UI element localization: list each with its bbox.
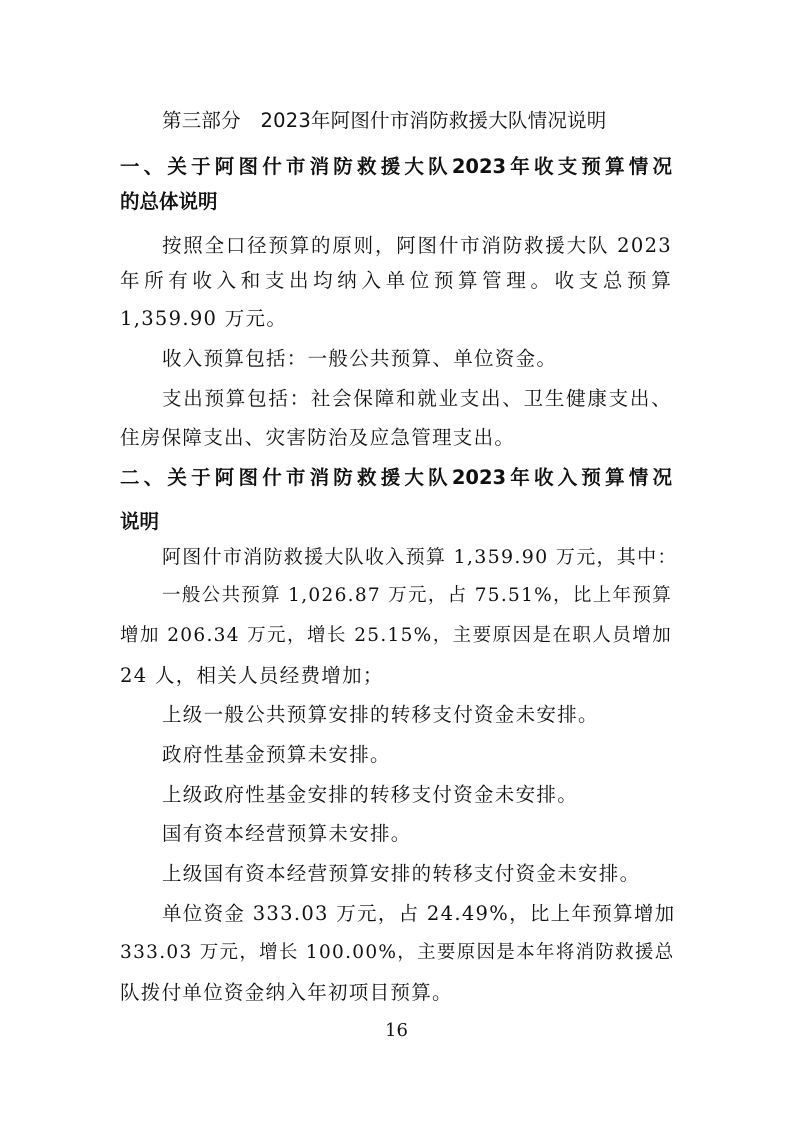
section-1-paragraph-1-line-2: 年所有收入和支出均纳入单位预算管理。收支总预算 bbox=[120, 269, 672, 292]
section-2-paragraph-8-line-1: 单位资金 333.03 万元，占 24.49%，比上年预算增加 bbox=[162, 902, 676, 925]
section-2-paragraph-2-line-3: 24 人，相关人员经费增加； bbox=[120, 664, 384, 687]
section-2-paragraph-2-line-2: 增加 206.34 万元，增长 25.15%，主要原因是在职人员增加 bbox=[120, 625, 672, 646]
section-2-paragraph-4: 政府性基金预算未安排。 bbox=[162, 743, 391, 766]
section-1-paragraph-3-line-2: 住房保障支出、灾害防治及应急管理支出。 bbox=[120, 426, 516, 449]
section-1-heading-line-2: 的总体说明 bbox=[120, 190, 218, 213]
section-2-paragraph-7: 上级国有资本经营预算安排的转移支付资金未安排。 bbox=[162, 862, 641, 885]
section-2-paragraph-1: 阿图什市消防救援大队收入预算 1,359.90 万元，其中： bbox=[162, 546, 678, 568]
section-2-heading-line-1: 二、关于阿图什市消防救援大队2023年收入预算情况 bbox=[120, 466, 672, 489]
section-2-paragraph-6: 国有资本经营预算未安排。 bbox=[162, 822, 412, 845]
section-2-paragraph-8-line-3: 队拨付单位资金纳入年初项目预算。 bbox=[120, 981, 453, 1004]
section-1-paragraph-1-line-1: 按照全口径预算的原则，阿图什市消防救援大队 2023 bbox=[162, 234, 672, 257]
part-title: 第三部分 2023年阿图什市消防救援大队情况说明 bbox=[162, 109, 607, 132]
section-1-paragraph-2: 收入预算包括：一般公共预算、单位资金。 bbox=[162, 347, 558, 370]
section-1-paragraph-3-line-1: 支出预算包括：社会保障和就业支出、卫生健康支出、 bbox=[162, 387, 672, 410]
section-1-heading-line-1: 一、关于阿图什市消防救援大队2023年收支预算情况 bbox=[120, 155, 672, 178]
section-1-paragraph-1-line-3: 1,359.90 万元。 bbox=[120, 307, 288, 330]
section-2-paragraph-5: 上级政府性基金安排的转移支付资金未安排。 bbox=[162, 783, 579, 806]
section-2-paragraph-8-line-2: 333.03 万元，增长 100.00%，主要原因是本年将消防救援总 bbox=[120, 942, 675, 963]
section-2-paragraph-3: 上级一般公共预算安排的转移支付资金未安排。 bbox=[162, 703, 599, 726]
section-2-heading-line-2: 说明 bbox=[120, 510, 160, 533]
page-number: 16 bbox=[385, 1020, 408, 1041]
section-2-paragraph-2-line-1: 一般公共预算 1,026.87 万元，占 75.51%，比上年预算 bbox=[162, 585, 672, 606]
